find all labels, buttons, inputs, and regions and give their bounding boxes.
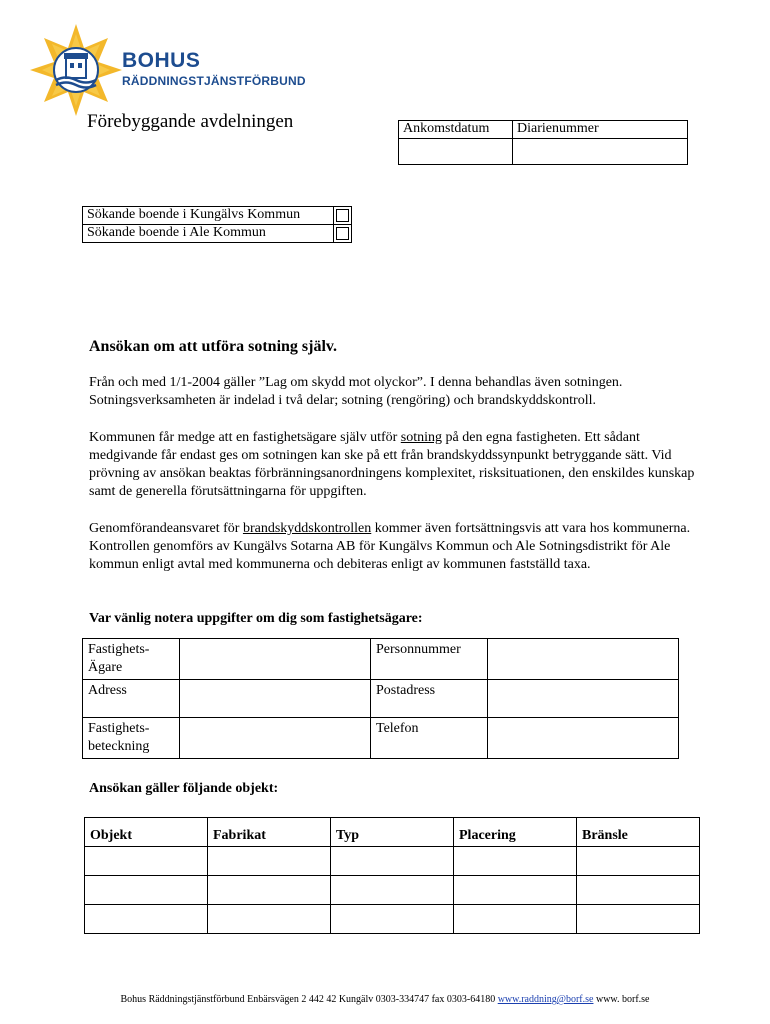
postal-address-label: Postadress [371, 680, 488, 718]
brand-name: BOHUS [122, 49, 201, 72]
objekt-cell[interactable] [85, 847, 208, 876]
fabrikat-cell[interactable] [208, 905, 331, 934]
owner-label-line2: Ägare [88, 660, 123, 675]
paragraph-permission [89, 429, 699, 501]
table-row [85, 876, 700, 905]
owner-table [82, 638, 679, 759]
personnummer-field[interactable] [488, 639, 679, 680]
footer-address: Bohus Räddningstjänstförbund Enbärsvägen 2 442 42 Kungälv 0303-334747 fax 0303-64180 [120, 994, 498, 1005]
typ-cell[interactable] [331, 876, 454, 905]
owner-label [83, 639, 180, 680]
objects-table [84, 817, 700, 934]
fabrikat-cell[interactable] [208, 876, 331, 905]
objekt-cell[interactable] [85, 905, 208, 934]
property-designation-field[interactable] [180, 718, 371, 759]
arrival-table [398, 120, 688, 165]
ale-checkbox[interactable] [336, 227, 349, 240]
typ-cell[interactable] [331, 847, 454, 876]
bransle-cell[interactable] [577, 847, 700, 876]
address-label: Adress [83, 680, 180, 718]
typ-cell[interactable] [331, 905, 454, 934]
bransle-cell[interactable] [577, 876, 700, 905]
arrival-date-label: Ankomstdatum [399, 121, 513, 139]
footer-email-link[interactable]: www.raddning@borf.se [497, 994, 594, 1005]
organization-logo [28, 22, 124, 118]
phone-label: Telefon [371, 718, 488, 759]
paragraph-law: Från och med 1/1-2004 gäller ”Lag om skydd mot olyckor”. I denna behandlas även sotningen. Sotningsverksamheten är indelad i två delar; sotning (rengöring) och brandskyddskontroll. [89, 375, 623, 408]
address-field[interactable] [180, 680, 371, 718]
diary-number-field[interactable] [513, 139, 688, 165]
personnummer-label: Personnummer [371, 639, 488, 680]
placering-cell[interactable] [454, 905, 577, 934]
kungalv-checkbox-cell[interactable] [334, 207, 352, 225]
objects-header-row [85, 818, 700, 847]
footer [0, 994, 770, 1005]
postal-address-field[interactable] [488, 680, 679, 718]
header-bransle: Bränsle [577, 818, 700, 847]
sotning-underlined: sotning [400, 430, 443, 445]
table-row [85, 847, 700, 876]
header-objekt: Objekt [85, 818, 208, 847]
objekt-cell[interactable] [85, 876, 208, 905]
diary-number-label: Diarienummer [513, 121, 688, 139]
header-fabrikat: Fabrikat [208, 818, 331, 847]
header-placering: Placering [454, 818, 577, 847]
property-designation-label [83, 718, 180, 759]
bransle-cell[interactable] [577, 905, 700, 934]
brand-subtitle: RÄDDNINGSTJÄNSTFÖRBUND [122, 74, 306, 88]
objects-title: Ansökan gäller följande objekt: [89, 781, 279, 796]
header-typ: Typ [331, 818, 454, 847]
ale-label: Sökande boende i Ale Kommun [83, 225, 334, 243]
kungalv-label: Sökande boende i Kungälvs Kommun [83, 207, 334, 225]
placering-cell[interactable] [454, 847, 577, 876]
department-title: Förebyggande avdelningen [87, 111, 294, 132]
placering-cell[interactable] [454, 876, 577, 905]
paragraph-responsibility-end: kommer även fortsättningsvis att vara hos kommunerna. Kontrollen genomförs av Kungälvs Sotarna AB för Kungälvs Kommun och Ale Sotningsdistrikt för Ale kommun enligt avtal med kommunerna och debiteras enligt av kommunen fastställd taxa. [89, 521, 691, 572]
footer-web: www. borf.se [593, 994, 650, 1005]
owner-field[interactable] [180, 639, 371, 680]
property-designation-line2: beteckning [88, 739, 150, 754]
paragraph-responsibility [89, 520, 699, 574]
kungalv-checkbox[interactable] [336, 209, 349, 222]
paragraph-permission-end: på den egna fastigheten. Ett sådant medgivande får endast ges om sotningen kan ske på ett från brandskyddssynpunkt betryggande sätt. Vid prövning av ansökan beaktas förbränningsanordningens komplexitet, risksituationen, den enskildes kunskap samt de generella förutsättningarna för uppgiften. [89, 430, 695, 499]
property-designation-line1: Fastighets- [88, 721, 150, 736]
owner-note: Var vänlig notera uppgifter om dig som fastighetsägare: [89, 611, 423, 626]
owner-label-line1: Fastighets- [88, 642, 150, 657]
paragraph-permission-start: Kommunen får medge att en fastighetsägare själv utför [89, 430, 401, 445]
application-heading: Ansökan om att utföra sotning själv. [89, 338, 338, 355]
table-row [85, 905, 700, 934]
paragraph-responsibility-start: Genomförandeansvaret för [89, 521, 243, 536]
ale-checkbox-cell[interactable] [334, 225, 352, 243]
emblem-star-icon [28, 22, 124, 118]
fabrikat-cell[interactable] [208, 847, 331, 876]
arrival-date-field[interactable] [399, 139, 513, 165]
phone-field[interactable] [488, 718, 679, 759]
municipality-table [82, 206, 352, 243]
brandskyddskontrollen-underlined: brandskyddskontrollen [242, 521, 372, 536]
